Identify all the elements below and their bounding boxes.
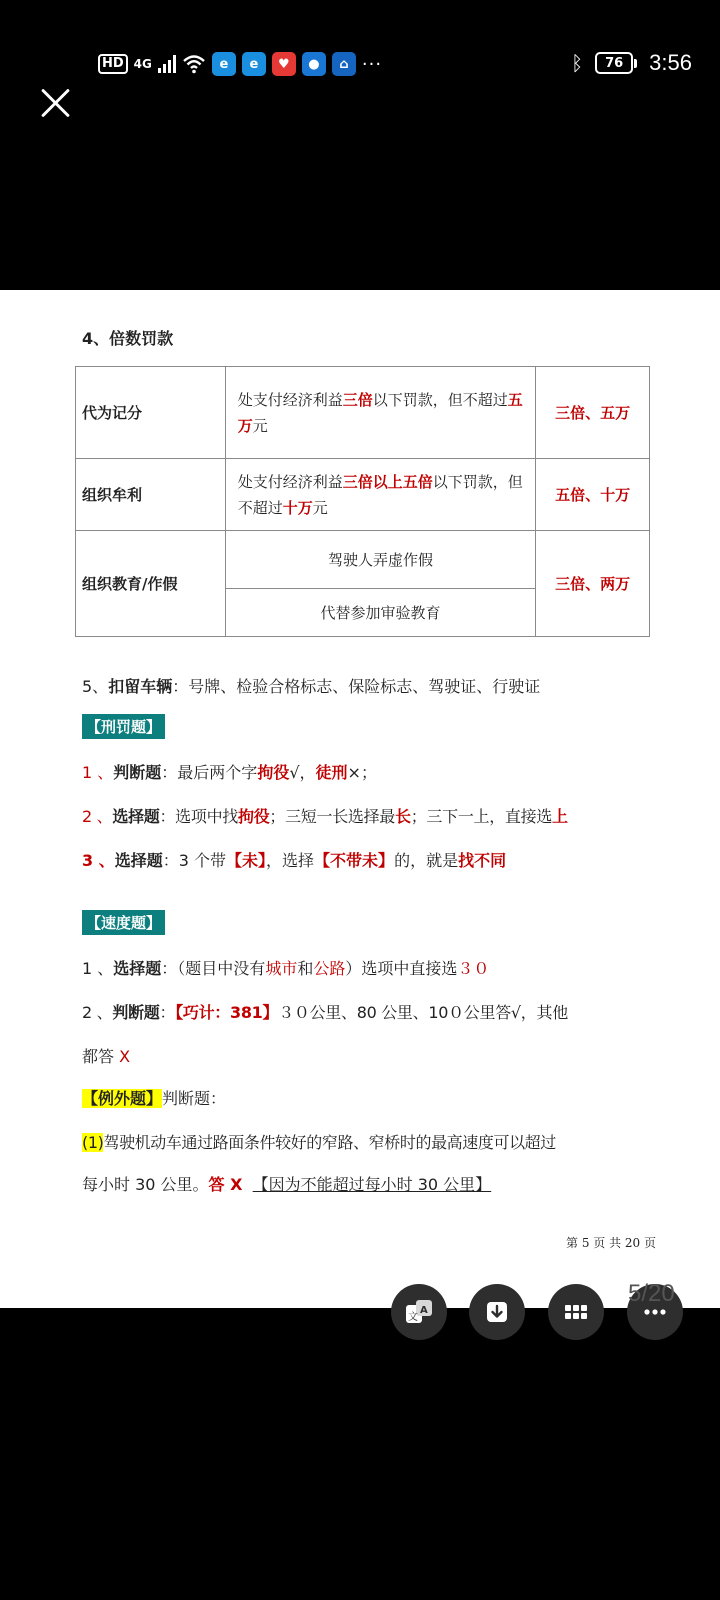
app-heart-icon: ♥ (272, 52, 296, 76)
speed-item-2 (82, 1000, 568, 1023)
exception-question-line-1 (82, 1130, 556, 1153)
section-4-title: 4、倍数罚款 (82, 329, 174, 348)
text: ３０公里、80 公里、10０公里答√，其他 (278, 1003, 568, 1022)
text: 2 、 (82, 1003, 113, 1022)
text: 和 (297, 959, 314, 978)
text: ：3 个带 (162, 851, 227, 870)
text: 1 、 (82, 763, 114, 782)
criminal-item-2 (82, 804, 568, 827)
more-notifications-icon: ··· (361, 53, 383, 75)
text: 每小时 30 公里。 (82, 1175, 209, 1194)
text: 的，就是 (394, 851, 459, 870)
text: 驾驶机动车通过路面条件较好的窄路、窄桥时的最高速度可以超过 (103, 1133, 556, 1152)
row-label: 组织牟利 (76, 459, 226, 531)
app-house-icon: ⌂ (332, 52, 356, 76)
penalty-table (75, 366, 650, 637)
text: 选择题 (114, 851, 163, 870)
text: 2 、 (82, 807, 113, 826)
text: ： (159, 1003, 176, 1022)
highlight: 五万 (237, 390, 523, 435)
highlight: 三倍 (342, 390, 373, 409)
text: ×； (347, 763, 377, 782)
speed-tag-line (82, 910, 165, 935)
signal-icon (158, 55, 176, 73)
app-e-icon: e (212, 52, 236, 76)
exception-question-line-2 (82, 1172, 491, 1195)
highlight: 城市 (265, 959, 298, 978)
row-label: 组织教育/作假 (76, 531, 226, 637)
highlight: ３０ (457, 959, 490, 978)
status-right (571, 50, 692, 76)
page-footer: 第 5 页 共 20 页 (566, 1236, 656, 1250)
app-bulb-icon: ● (302, 52, 326, 76)
text: 扣留车辆 (108, 677, 173, 696)
text: 元 (312, 498, 328, 517)
highlight: 拘役 (257, 763, 290, 782)
svg-text:A: A (420, 1305, 428, 1316)
text: 5、 (82, 677, 109, 696)
download-button[interactable] (469, 1284, 525, 1340)
speed-item-1 (82, 956, 489, 979)
clock: 3:56 (649, 50, 692, 75)
grid-icon (562, 1298, 590, 1326)
criminal-tag: 【刑罚题】 (82, 714, 165, 739)
criminal-item-3 (82, 848, 506, 871)
highlight: 三倍以上五倍 (342, 472, 433, 491)
bluetooth-icon: ᛒ (571, 51, 584, 75)
exception-tag: 【例外题】 (82, 1089, 163, 1108)
criminal-tag-line (82, 714, 165, 739)
text: 处支付经济利益 (237, 390, 343, 409)
text: 以下罚款，但不超过 (237, 472, 523, 517)
highlight: 拘役 (238, 807, 270, 826)
text: 判断题 (112, 1003, 160, 1022)
highlight: 上 (552, 807, 568, 826)
text: ：选项中找 (159, 807, 238, 826)
speed-item-2-cont (82, 1044, 130, 1067)
row-label: 代为记分 (76, 367, 226, 459)
download-icon (483, 1298, 511, 1326)
criminal-item-1 (82, 760, 377, 783)
battery-level: 76 (595, 52, 633, 74)
question-number: (1) (82, 1133, 104, 1152)
highlight: 【未】 (226, 851, 267, 870)
wifi-icon (182, 54, 206, 74)
close-icon[interactable] (34, 82, 76, 124)
table-row (76, 367, 650, 459)
highlight: 找不同 (458, 851, 507, 870)
highlight: X (119, 1047, 131, 1066)
exception-line (82, 1086, 226, 1109)
highlight: 【不带未】 (314, 851, 395, 870)
highlight: 公路 (313, 959, 346, 978)
highlight: 长 (395, 807, 411, 826)
page-indicator: 5/20 (628, 1280, 675, 1307)
text: 元 (252, 416, 268, 435)
text: 判断题 (113, 763, 162, 782)
table-row (76, 531, 650, 589)
row-result: 三倍、两万 (536, 531, 650, 637)
status-bar (0, 0, 720, 75)
row-sub-description: 代替参加审验教育 (225, 589, 535, 637)
text: 以下罚款，但不超过 (372, 390, 508, 409)
highlight: 十万 (282, 498, 313, 517)
battery-icon (595, 52, 637, 74)
text: 1 、 (82, 959, 114, 978)
text: ；三短一长选择最 (269, 807, 396, 826)
text: 3 、 (82, 851, 115, 870)
text: ：（题目中没有 (161, 959, 266, 978)
row-description (225, 367, 535, 459)
text: √， (289, 763, 316, 782)
translate-button[interactable] (391, 1284, 447, 1340)
text: ，选择 (266, 851, 315, 870)
text: 都答 (82, 1047, 115, 1066)
text: ；三下一上，直接选 (410, 807, 553, 826)
text: ：号牌、检验合格标志、保险标志、驾驶证、行驶证 (172, 677, 541, 696)
document-page (0, 290, 720, 1308)
highlight: 徒刑 (315, 763, 348, 782)
text: 选择题 (113, 959, 162, 978)
svg-text:文: 文 (408, 1312, 418, 1323)
translate-icon (404, 1297, 434, 1327)
row-result: 三倍、五万 (536, 367, 650, 459)
row-sub-description: 驾驶人弄虚作假 (225, 531, 535, 589)
network-type: 4G (133, 57, 152, 71)
text: 选择题 (112, 807, 160, 826)
highlight: 【巧计：381】 (175, 1003, 279, 1022)
row-result: 五倍、十万 (536, 459, 650, 531)
text: 判断题： (162, 1089, 227, 1108)
hd-indicator: HD (98, 54, 128, 74)
grid-view-button[interactable] (548, 1284, 604, 1340)
speed-tag: 【速度题】 (82, 910, 165, 935)
app-e-icon: e (242, 52, 266, 76)
table-row (76, 459, 650, 531)
text: ：最后两个字 (161, 763, 258, 782)
answer: 答 X (208, 1175, 243, 1194)
status-left (98, 52, 382, 76)
reason: 【因为不能超过每小时 30 公里】 (252, 1175, 492, 1194)
section-5-line (82, 674, 540, 697)
text: 处支付经济利益 (237, 472, 343, 491)
text: ）选项中直接选 (345, 959, 458, 978)
row-description (225, 459, 535, 531)
